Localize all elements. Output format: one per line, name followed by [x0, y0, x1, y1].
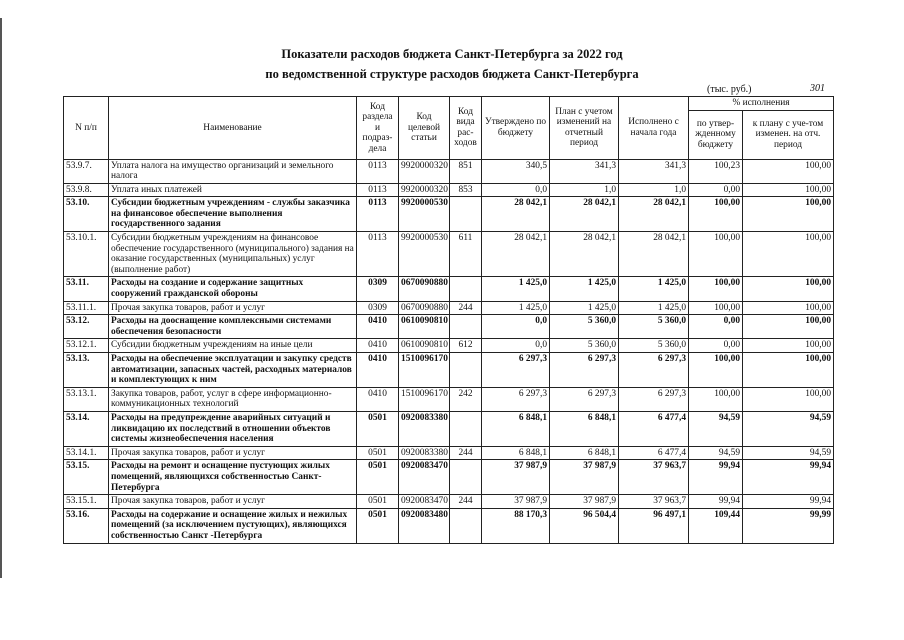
- row-pct-plan-cell: 100,00: [743, 339, 834, 353]
- row-pct-budget-cell: 0,00: [689, 339, 743, 353]
- row-executed-cell: 5 360,0: [619, 339, 689, 353]
- row-executed-cell: 1 425,0: [619, 277, 689, 301]
- row-number-cell: 53.13.1.: [64, 387, 109, 411]
- table-row: [64, 339, 834, 353]
- row-pct-budget-cell: 0,00: [689, 183, 743, 197]
- row-plan-cell: 5 360,0: [550, 339, 619, 353]
- header-name: Наименование: [109, 97, 357, 160]
- row-executed-cell: 341,3: [619, 159, 689, 183]
- table-row: [64, 495, 834, 509]
- row-executed-cell: 28 042,1: [619, 232, 689, 277]
- row-approved-cell: 28 042,1: [482, 232, 550, 277]
- row-section-code-cell: 0113: [357, 197, 399, 232]
- row-pct-plan-cell: 94,59: [743, 446, 834, 460]
- row-approved-cell: 0,0: [482, 339, 550, 353]
- header-percent: % исполнения: [689, 97, 834, 111]
- row-name-cell: Расходы на дооснащение комплексными системами обеспечения безопасности: [109, 315, 357, 339]
- title-line-2: по ведомственной структуре расходов бюджета Санкт-Петербурга: [265, 67, 639, 81]
- row-number-cell: 53.13.: [64, 353, 109, 388]
- row-pct-budget-cell: 100,23: [689, 159, 743, 183]
- table-row: [64, 197, 834, 232]
- row-pct-plan-cell: 100,00: [743, 183, 834, 197]
- row-target-code-cell: 9920000530: [399, 197, 450, 232]
- row-section-code-cell: 0501: [357, 508, 399, 543]
- row-pct-plan-cell: 99,99: [743, 508, 834, 543]
- row-target-code-cell: 0920083470: [399, 495, 450, 509]
- row-target-code-cell: 0920083380: [399, 411, 450, 446]
- row-executed-cell: 1 425,0: [619, 301, 689, 315]
- table-row: [64, 232, 834, 277]
- row-expense-type-cell: 611: [450, 232, 482, 277]
- header-plan: План с учетом изменений на отчетный период: [550, 97, 619, 160]
- row-expense-type-cell: [450, 508, 482, 543]
- header-pct-plan: к плану с уче-том изменен. на отч. период: [743, 110, 834, 159]
- row-executed-cell: 37 963,7: [619, 495, 689, 509]
- table-row: [64, 301, 834, 315]
- row-executed-cell: 6 477,4: [619, 411, 689, 446]
- header-pct-budget: по утвер-жденному бюджету: [689, 110, 743, 159]
- row-pct-plan-cell: 100,00: [743, 315, 834, 339]
- row-expense-type-cell: 244: [450, 495, 482, 509]
- budget-table: [63, 96, 834, 544]
- row-approved-cell: 1 425,0: [482, 277, 550, 301]
- row-plan-cell: 6 848,1: [550, 411, 619, 446]
- row-name-cell: Расходы на обеспечение эксплуатации и закупку средств автоматизации, запасных частей, расходных материалов и комплектующих к ним: [109, 353, 357, 388]
- row-section-code-cell: 0410: [357, 353, 399, 388]
- row-target-code-cell: 0610090810: [399, 315, 450, 339]
- row-expense-type-cell: [450, 277, 482, 301]
- row-approved-cell: 0,0: [482, 315, 550, 339]
- row-section-code-cell: 0501: [357, 495, 399, 509]
- row-number-cell: 53.11.1.: [64, 301, 109, 315]
- row-name-cell: Расходы на создание и содержание защитных сооружений гражданской обороны: [109, 277, 357, 301]
- row-plan-cell: 5 360,0: [550, 315, 619, 339]
- header-type: Код вида рас-ходов: [450, 97, 482, 160]
- row-pct-budget-cell: 94,59: [689, 446, 743, 460]
- row-pct-plan-cell: 100,00: [743, 301, 834, 315]
- row-pct-budget-cell: 100,00: [689, 353, 743, 388]
- row-executed-cell: 1,0: [619, 183, 689, 197]
- row-section-code-cell: 0501: [357, 446, 399, 460]
- row-plan-cell: 6 848,1: [550, 446, 619, 460]
- row-plan-cell: 1,0: [550, 183, 619, 197]
- row-pct-plan-cell: 100,00: [743, 232, 834, 277]
- title-line-1: Показатели расходов бюджета Санкт-Петербурга за 2022 год: [281, 47, 623, 61]
- row-plan-cell: 37 987,9: [550, 460, 619, 495]
- row-expense-type-cell: [450, 315, 482, 339]
- scan-edge-line: [0, 18, 2, 578]
- row-pct-plan-cell: 100,00: [743, 387, 834, 411]
- row-name-cell: Расходы на предупреждение аварийных ситуаций и ликвидацию их последствий в отношении объектов системы жизнеобеспечения населения: [109, 411, 357, 446]
- row-plan-cell: 37 987,9: [550, 495, 619, 509]
- row-expense-type-cell: [450, 197, 482, 232]
- row-pct-budget-cell: 100,00: [689, 387, 743, 411]
- row-name-cell: Субсидии бюджетным учреждениям на финансовое обеспечение государственного (муниципального) задания на оказание государственных (муниципальных) услуг (выполнение работ): [109, 232, 357, 277]
- row-target-code-cell: 9920000530: [399, 232, 450, 277]
- row-number-cell: 53.12.1.: [64, 339, 109, 353]
- row-section-code-cell: 0309: [357, 277, 399, 301]
- header-target: Код целевой статьи: [399, 97, 450, 160]
- row-number-cell: 53.14.: [64, 411, 109, 446]
- row-expense-type-cell: [450, 353, 482, 388]
- row-executed-cell: 28 042,1: [619, 197, 689, 232]
- row-expense-type-cell: [450, 411, 482, 446]
- row-name-cell: Субсидии бюджетным учреждениям на иные цели: [109, 339, 357, 353]
- row-executed-cell: 5 360,0: [619, 315, 689, 339]
- table-row: [64, 460, 834, 495]
- row-pct-budget-cell: 100,00: [689, 232, 743, 277]
- row-executed-cell: 6 297,3: [619, 387, 689, 411]
- row-target-code-cell: 0610090810: [399, 339, 450, 353]
- row-executed-cell: 37 963,7: [619, 460, 689, 495]
- row-number-cell: 53.9.8.: [64, 183, 109, 197]
- row-pct-plan-cell: 94,59: [743, 411, 834, 446]
- row-pct-plan-cell: 100,00: [743, 159, 834, 183]
- row-target-code-cell: 1510096170: [399, 353, 450, 388]
- row-plan-cell: 28 042,1: [550, 197, 619, 232]
- row-section-code-cell: 0113: [357, 159, 399, 183]
- row-pct-budget-cell: 100,00: [689, 277, 743, 301]
- row-approved-cell: 6 848,1: [482, 446, 550, 460]
- row-number-cell: 53.9.7.: [64, 159, 109, 183]
- table-row: [64, 446, 834, 460]
- row-section-code-cell: 0113: [357, 183, 399, 197]
- row-section-code-cell: 0501: [357, 411, 399, 446]
- row-target-code-cell: 1510096170: [399, 387, 450, 411]
- table-row: [64, 353, 834, 388]
- row-expense-type-cell: 851: [450, 159, 482, 183]
- row-section-code-cell: 0309: [357, 301, 399, 315]
- row-pct-budget-cell: 100,00: [689, 197, 743, 232]
- row-section-code-cell: 0410: [357, 339, 399, 353]
- row-name-cell: Уплата иных платежей: [109, 183, 357, 197]
- row-number-cell: 53.10.: [64, 197, 109, 232]
- row-pct-budget-cell: 94,59: [689, 411, 743, 446]
- row-name-cell: Субсидии бюджетным учреждениям - службы заказчика на финансовое обеспечение выполнения государственного задания: [109, 197, 357, 232]
- row-approved-cell: 6 848,1: [482, 411, 550, 446]
- header-num: N п/п: [64, 97, 109, 160]
- row-approved-cell: 88 170,3: [482, 508, 550, 543]
- row-target-code-cell: 9920000320: [399, 183, 450, 197]
- row-pct-plan-cell: 100,00: [743, 197, 834, 232]
- row-target-code-cell: 0670090880: [399, 277, 450, 301]
- table-row: [64, 508, 834, 543]
- row-name-cell: Расходы на содержание и оснащение жилых и нежилых помещений (за исключением пустующих), являющихся собственностью Санкт -Петербурга: [109, 508, 357, 543]
- row-number-cell: 53.15.: [64, 460, 109, 495]
- table-row: [64, 183, 834, 197]
- row-number-cell: 53.12.: [64, 315, 109, 339]
- table-row: [64, 411, 834, 446]
- row-plan-cell: 341,3: [550, 159, 619, 183]
- row-name-cell: Прочая закупка товаров, работ и услуг: [109, 495, 357, 509]
- row-expense-type-cell: 242: [450, 387, 482, 411]
- row-section-code-cell: 0410: [357, 387, 399, 411]
- row-name-cell: Уплата налога на имущество организаций и земельного налога: [109, 159, 357, 183]
- row-pct-plan-cell: 100,00: [743, 277, 834, 301]
- row-pct-budget-cell: 100,00: [689, 301, 743, 315]
- row-approved-cell: 1 425,0: [482, 301, 550, 315]
- row-expense-type-cell: 244: [450, 446, 482, 460]
- row-expense-type-cell: 612: [450, 339, 482, 353]
- row-target-code-cell: 0920083380: [399, 446, 450, 460]
- row-approved-cell: 0,0: [482, 183, 550, 197]
- row-pct-plan-cell: 99,94: [743, 460, 834, 495]
- table-row: [64, 387, 834, 411]
- row-section-code-cell: 0113: [357, 232, 399, 277]
- row-number-cell: 53.11.: [64, 277, 109, 301]
- row-pct-budget-cell: 0,00: [689, 315, 743, 339]
- row-expense-type-cell: 244: [450, 301, 482, 315]
- row-plan-cell: 28 042,1: [550, 232, 619, 277]
- row-approved-cell: 340,5: [482, 159, 550, 183]
- row-number-cell: 53.15.1.: [64, 495, 109, 509]
- header-section: Код раздела и подраз-дела: [357, 97, 399, 160]
- row-number-cell: 53.16.: [64, 508, 109, 543]
- row-executed-cell: 6 477,4: [619, 446, 689, 460]
- row-plan-cell: 96 504,4: [550, 508, 619, 543]
- row-name-cell: Прочая закупка товаров, работ и услуг: [109, 446, 357, 460]
- page-number: 301: [810, 83, 825, 94]
- row-approved-cell: 6 297,3: [482, 387, 550, 411]
- row-section-code-cell: 0501: [357, 460, 399, 495]
- row-plan-cell: 1 425,0: [550, 301, 619, 315]
- row-plan-cell: 1 425,0: [550, 277, 619, 301]
- row-pct-plan-cell: 99,94: [743, 495, 834, 509]
- row-pct-budget-cell: 109,44: [689, 508, 743, 543]
- table-row: [64, 159, 834, 183]
- table-row: [64, 315, 834, 339]
- row-approved-cell: 37 987,9: [482, 495, 550, 509]
- row-target-code-cell: 9920000320: [399, 159, 450, 183]
- row-target-code-cell: 0920083480: [399, 508, 450, 543]
- row-name-cell: Прочая закупка товаров, работ и услуг: [109, 301, 357, 315]
- row-name-cell: Расходы на ремонт и оснащение пустующих жилых помещений, являющихся собственностью Санкт-Петербурга: [109, 460, 357, 495]
- row-expense-type-cell: [450, 460, 482, 495]
- units-label: (тыс. руб.): [707, 84, 752, 95]
- row-approved-cell: 6 297,3: [482, 353, 550, 388]
- row-pct-budget-cell: 99,94: [689, 460, 743, 495]
- row-section-code-cell: 0410: [357, 315, 399, 339]
- row-target-code-cell: 0670090880: [399, 301, 450, 315]
- row-approved-cell: 37 987,9: [482, 460, 550, 495]
- header-executed: Исполнено с начала года: [619, 97, 689, 160]
- row-approved-cell: 28 042,1: [482, 197, 550, 232]
- row-target-code-cell: 0920083470: [399, 460, 450, 495]
- row-name-cell: Закупка товаров, работ, услуг в сфере информационно-коммуникационных технологий: [109, 387, 357, 411]
- row-expense-type-cell: 853: [450, 183, 482, 197]
- row-pct-plan-cell: 100,00: [743, 353, 834, 388]
- row-plan-cell: 6 297,3: [550, 387, 619, 411]
- row-pct-budget-cell: 99,94: [689, 495, 743, 509]
- table-row: [64, 277, 834, 301]
- table-body: [64, 159, 834, 543]
- row-executed-cell: 96 497,1: [619, 508, 689, 543]
- row-executed-cell: 6 297,3: [619, 353, 689, 388]
- row-number-cell: 53.10.1.: [64, 232, 109, 277]
- row-number-cell: 53.14.1.: [64, 446, 109, 460]
- header-approved: Утверждено по бюджету: [482, 97, 550, 160]
- row-plan-cell: 6 297,3: [550, 353, 619, 388]
